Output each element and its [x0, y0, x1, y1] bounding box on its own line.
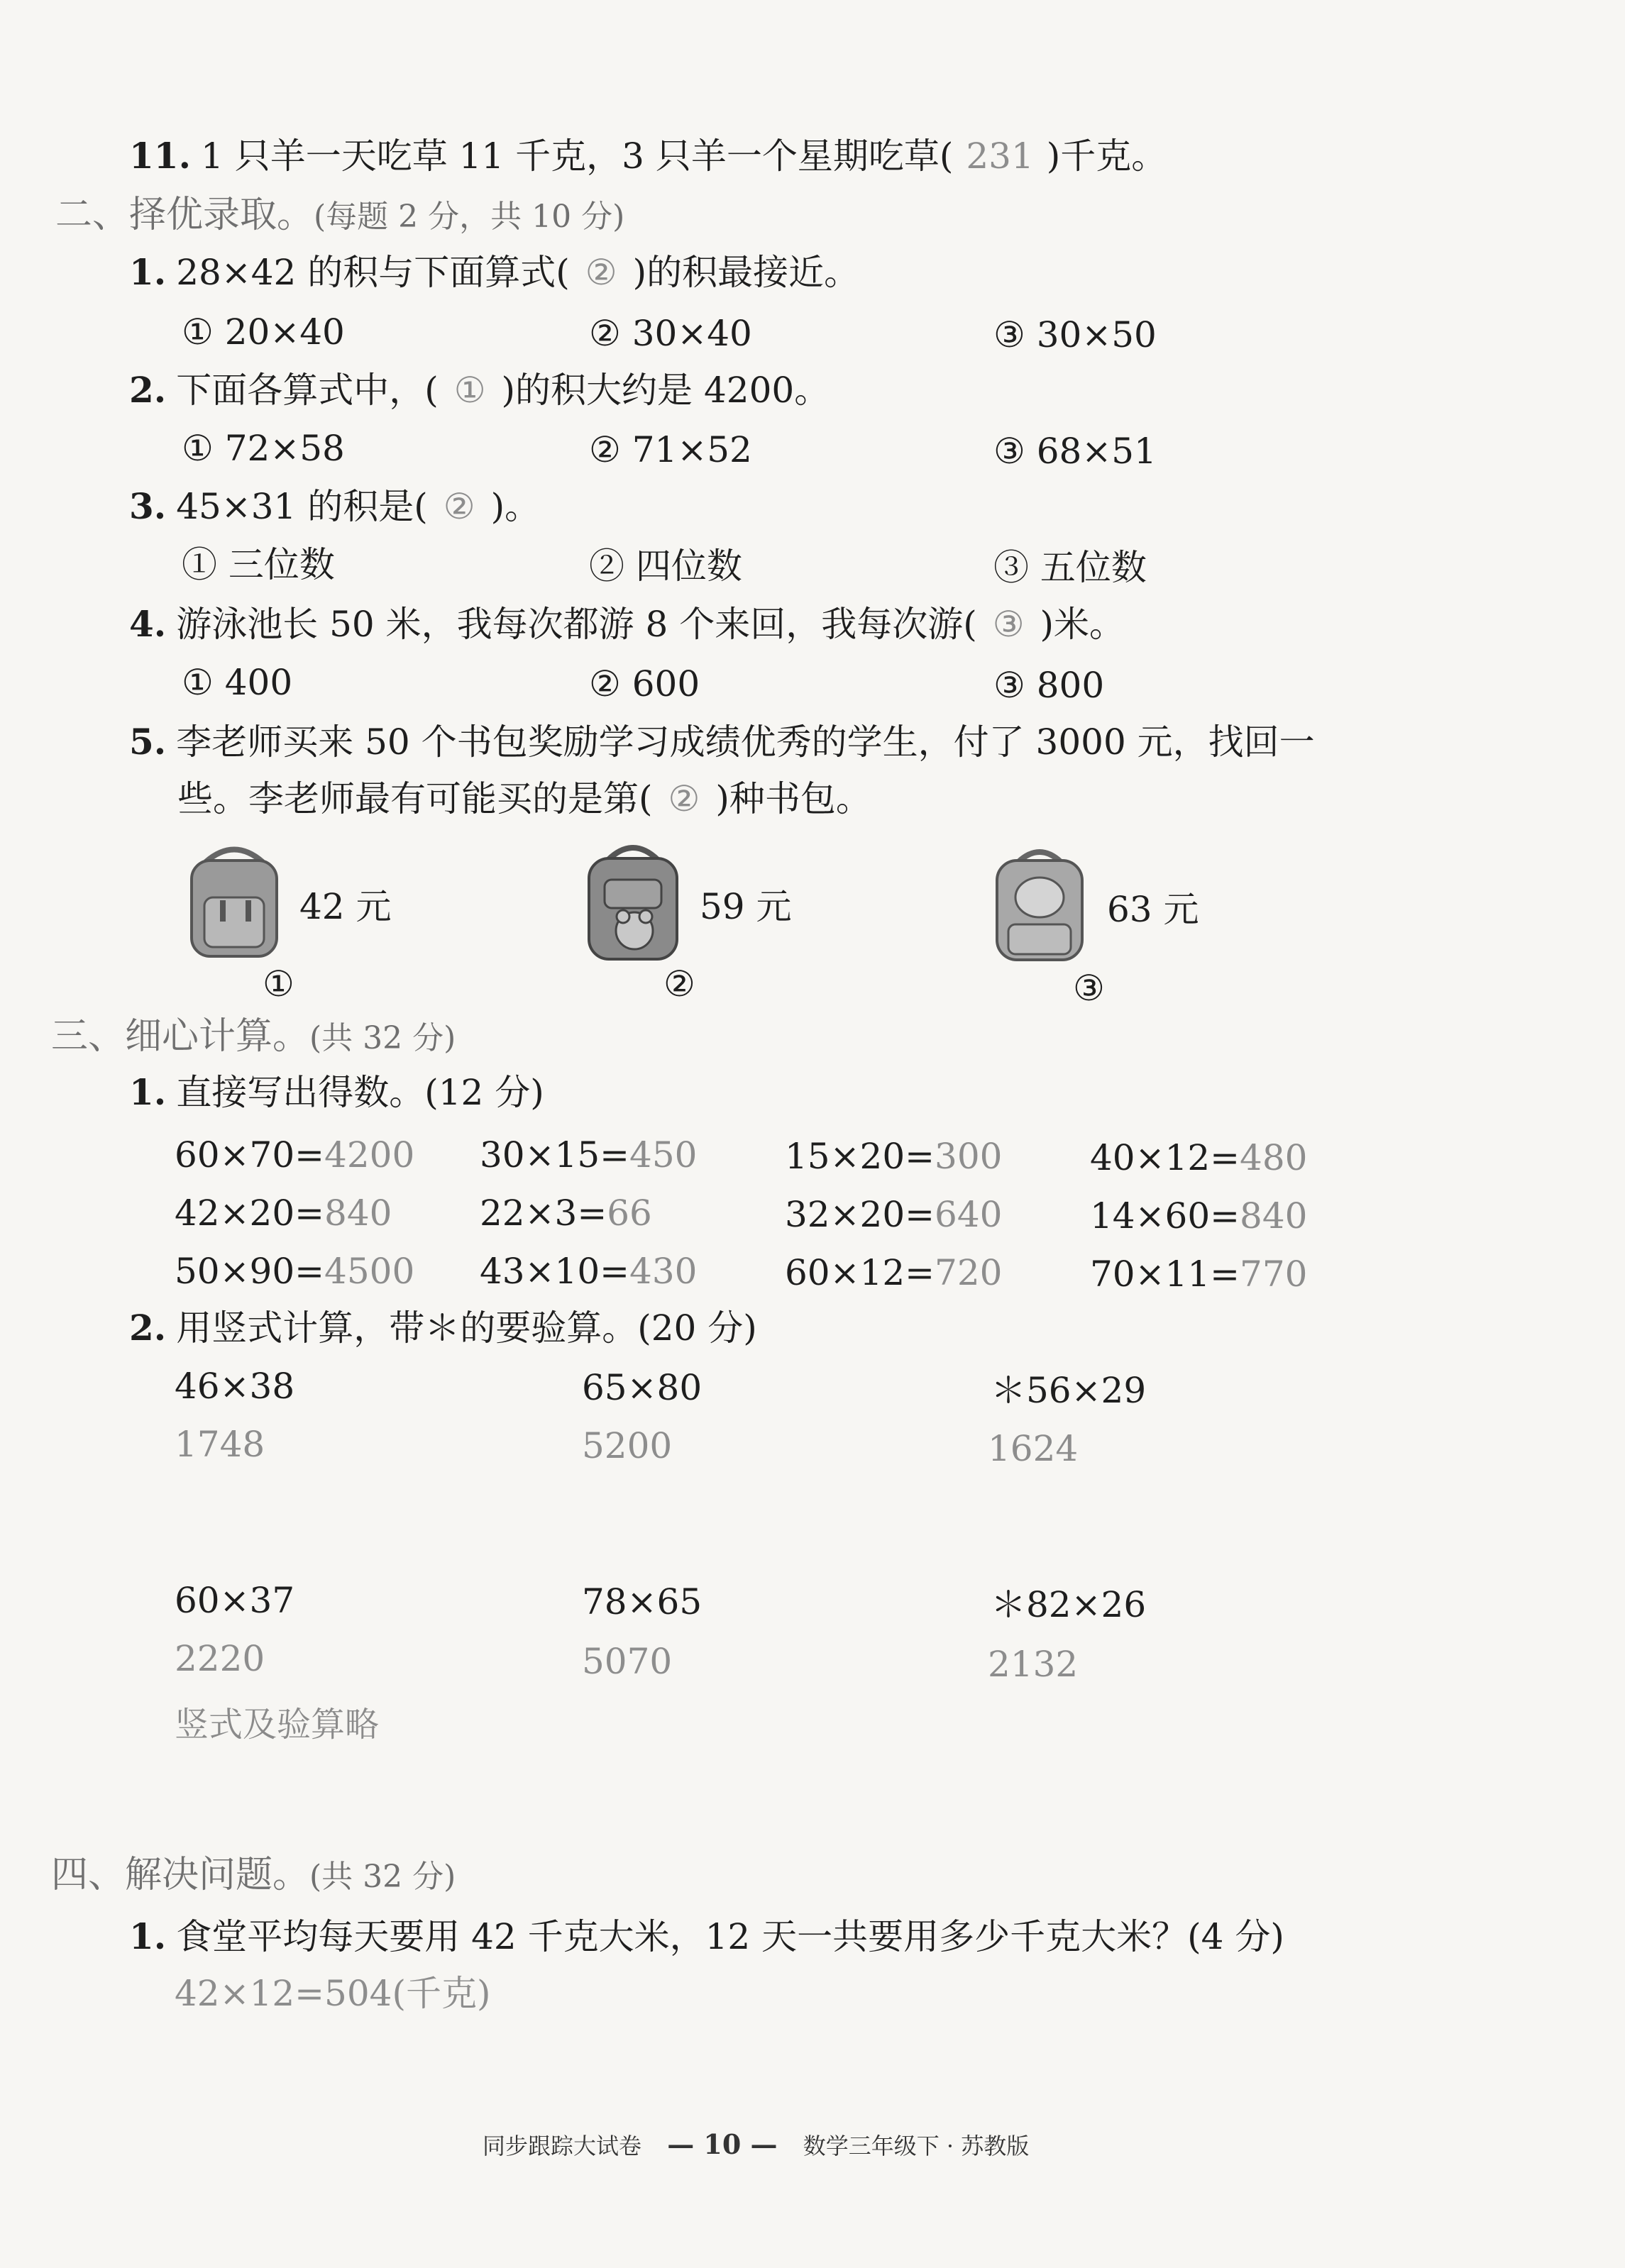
section-note: (共 32 分): [309, 1020, 456, 1056]
backpack-1-illustration: [177, 841, 291, 961]
handwritten-note: 竖式及验算略: [175, 1705, 380, 1744]
question-text: 28×42 的积与下面算式(: [176, 252, 570, 293]
s4-question-1: [129, 1915, 1284, 1958]
handwritten-answer: ①: [453, 370, 486, 411]
question-number: 4.: [129, 603, 167, 645]
question-text: 李老师买来 50 个书包奖励学习成绩优秀的学生，付了 3000 元，找回一: [176, 721, 1315, 763]
calc-expression: 30×15=: [480, 1134, 630, 1176]
option-a: ① 400: [182, 662, 293, 703]
section-title: 三、细心计算。: [51, 1015, 310, 1058]
backpack-1-label: ①: [263, 963, 294, 1005]
page-footer: [483, 2128, 1029, 2161]
vertical-calc-answer: 5070: [582, 1641, 673, 1682]
question-11: [129, 135, 1167, 177]
calc-answer: 66: [607, 1193, 652, 1234]
handwritten-answer: ②: [443, 486, 475, 527]
question-number: 11.: [129, 135, 191, 177]
calc-answer: 450: [629, 1134, 698, 1176]
handwritten-answer: ②: [585, 252, 617, 293]
calc-expression: 50×90=: [175, 1251, 325, 1292]
calc-item: [785, 1135, 1002, 1178]
backpack-1-price: 42 元: [299, 886, 392, 927]
vertical-calc-answer: 5200: [582, 1425, 673, 1466]
backpack-3-price: 63 元: [1107, 889, 1199, 930]
option-a: ① 三位数: [182, 544, 335, 585]
question-text-end: )种书包。: [715, 778, 871, 819]
section-2-heading: [55, 193, 624, 239]
question-text-end: )。: [490, 486, 541, 527]
option-b: ② 30×40: [589, 313, 752, 354]
vertical-calc-expression: ＊82×26: [991, 1584, 1147, 1625]
vertical-calc-answer: 2220: [175, 1638, 265, 1679]
calc-answer: 840: [324, 1193, 392, 1234]
backpack-3-illustration: [983, 841, 1096, 965]
calc-item: [480, 1192, 652, 1234]
s2-question-1: [129, 251, 859, 294]
handwritten-answer: ②: [668, 778, 700, 819]
option-a: ① 72×58: [182, 428, 345, 469]
section-note: (每题 2 分，共 10 分): [314, 199, 625, 235]
vertical-calc-expression: 65×80: [582, 1367, 703, 1408]
calc-item: [480, 1134, 697, 1176]
vertical-calc-expression: 78×65: [582, 1581, 703, 1622]
calc-item: [480, 1250, 697, 1293]
page-number: — 10 —: [667, 2128, 778, 2160]
s2-question-4: [129, 603, 1125, 646]
option-b: ② 四位数: [589, 546, 742, 587]
s2-question-3: [129, 485, 540, 528]
calc-item: [175, 1134, 414, 1176]
option-a: ① 20×40: [182, 311, 345, 353]
calc-item: [1090, 1253, 1307, 1295]
section-title: 二、择优录取。: [55, 194, 314, 236]
s2-question-5-line2: [177, 778, 871, 820]
question-number: 1.: [129, 251, 167, 293]
question-number: 1.: [129, 1915, 167, 1957]
option-b: ② 600: [589, 663, 700, 704]
section-3-heading: [51, 1014, 456, 1061]
handwritten-answer: 42×12=504(千克): [175, 1973, 491, 2014]
question-text-end: )的积最接近。: [632, 252, 860, 293]
backpack-3-label: ③: [1073, 968, 1105, 1009]
question-text-end: )千克。: [1046, 135, 1167, 177]
calc-item: [1090, 1136, 1307, 1179]
calc-expression: 22×3=: [480, 1193, 607, 1234]
calc-item: [175, 1192, 392, 1234]
calc-answer: 480: [1240, 1137, 1308, 1178]
calc-item: [785, 1251, 1002, 1294]
calc-answer: 640: [935, 1194, 1003, 1235]
question-text: 游泳池长 50 米，我每次都游 8 个来回，我每次游(: [176, 604, 977, 645]
calc-expression: 60×70=: [175, 1134, 325, 1176]
option-b: ② 71×52: [589, 429, 752, 470]
calc-item: [785, 1193, 1002, 1236]
footer-book-title: 同步跟踪大试卷: [483, 2133, 642, 2159]
calc-answer: 840: [1240, 1195, 1308, 1237]
calc-expression: 14×60=: [1090, 1195, 1240, 1237]
backpack-2-illustration: [576, 837, 690, 965]
question-text: 45×31 的积是(: [176, 486, 428, 527]
calc-item: [1090, 1195, 1307, 1237]
calc-expression: 15×20=: [785, 1136, 935, 1177]
option-c: ③ 30×50: [993, 314, 1157, 355]
vertical-calc-expression: 46×38: [175, 1366, 295, 1407]
backpack-2-label: ②: [663, 963, 695, 1005]
question-number: 3.: [129, 485, 167, 527]
backpack-2-price: 59 元: [700, 886, 792, 927]
question-text: 些。李老师最有可能买的是第(: [177, 778, 653, 819]
s2-question-5: [129, 721, 1315, 763]
footer-subject: 数学三年级下 · 苏教版: [803, 2133, 1030, 2159]
vertical-calc-answer: 1624: [988, 1428, 1079, 1469]
calc-item: [175, 1250, 414, 1293]
option-c: ③ 800: [993, 665, 1105, 706]
calc-expression: 42×20=: [175, 1193, 325, 1234]
handwritten-answer: ③: [992, 604, 1025, 645]
question-number: 2.: [129, 369, 167, 411]
s3-question-2: [129, 1307, 757, 1349]
calc-expression: 32×20=: [785, 1194, 935, 1235]
question-text: 直接写出得数。(12 分): [176, 1072, 544, 1113]
s2-question-2: [129, 369, 830, 411]
handwritten-answer: 231: [966, 135, 1034, 177]
question-number: 1.: [129, 1071, 167, 1113]
calc-expression: 70×11=: [1090, 1254, 1240, 1295]
question-number: 5.: [129, 721, 167, 763]
question-text: 用竖式计算，带＊的要验算。(20 分): [176, 1307, 757, 1349]
option-c: ③ 68×51: [993, 431, 1157, 472]
s3-question-1: [129, 1071, 544, 1114]
question-number: 2.: [129, 1307, 167, 1349]
question-text-end: )米。: [1040, 604, 1125, 645]
vertical-calc-answer: 2132: [988, 1644, 1079, 1685]
section-title: 四、解决问题。: [51, 1854, 310, 1896]
question-text: 1 只羊一天吃草 11 千克，3 只羊一个星期吃草(: [201, 135, 954, 177]
section-4-heading: [51, 1853, 456, 1899]
calc-answer: 4200: [324, 1134, 415, 1176]
vertical-calc-expression: 60×37: [175, 1580, 295, 1621]
calc-answer: 720: [935, 1252, 1003, 1293]
question-text: 食堂平均每天要用 42 千克大米，12 天一共要用多少千克大米？(4 分): [176, 1916, 1284, 1957]
calc-expression: 43×10=: [480, 1251, 630, 1292]
vertical-calc-answer: 1748: [175, 1424, 265, 1465]
calc-answer: 770: [1240, 1254, 1308, 1295]
calc-answer: 4500: [324, 1251, 415, 1292]
calc-expression: 60×12=: [785, 1252, 935, 1293]
question-text: 下面各算式中，(: [176, 370, 439, 411]
question-text-end: )的积大约是 4200。: [501, 370, 830, 411]
calc-answer: 430: [629, 1251, 698, 1292]
option-c: ③ 五位数: [993, 547, 1147, 588]
section-note: (共 32 分): [309, 1859, 456, 1895]
vertical-calc-expression: ＊56×29: [991, 1370, 1147, 1411]
calc-answer: 300: [935, 1136, 1003, 1177]
calc-expression: 40×12=: [1090, 1137, 1240, 1178]
